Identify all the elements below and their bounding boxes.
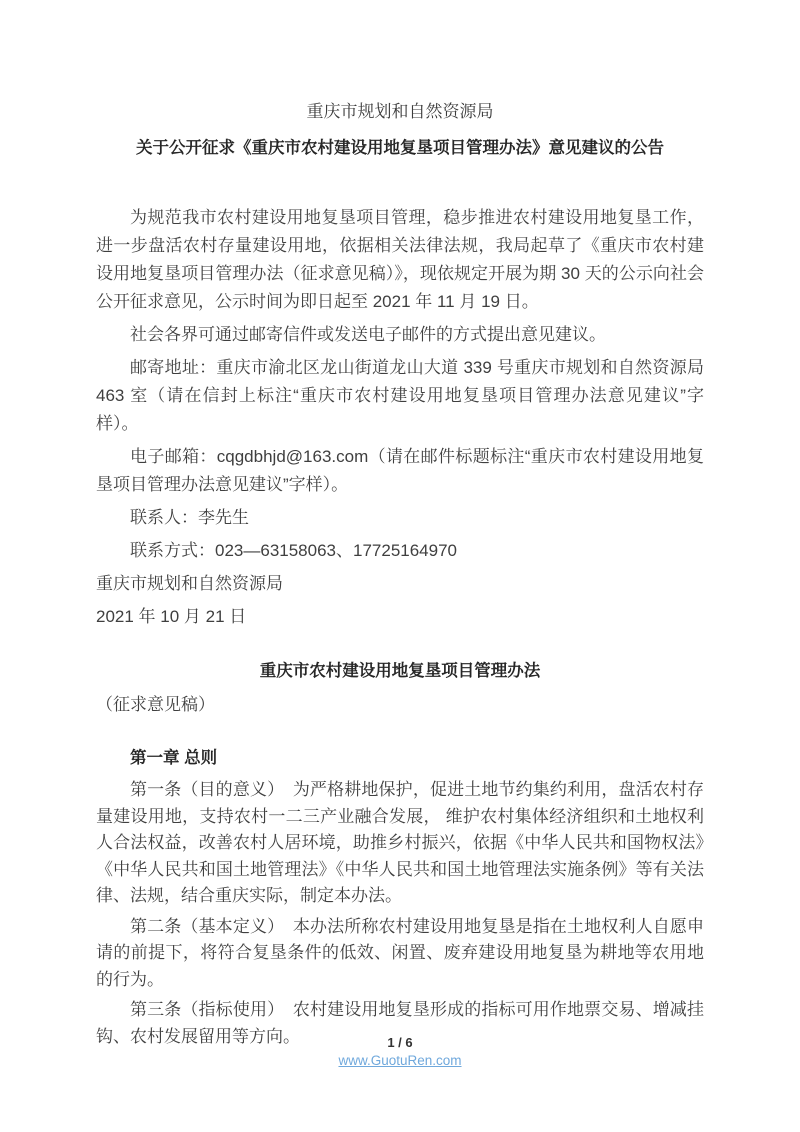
article-3: 第三条（指标使用） 农村建设用地复垦形成的指标可用作地票交易、增减挂钩、农村发展留用等方向。 bbox=[96, 1000, 704, 1046]
org-title: 重庆市规划和自然资源局 bbox=[306, 102, 494, 121]
footer-website-link[interactable]: www.GuotuRen.com bbox=[338, 1053, 462, 1068]
measures-subtitle: （征求意见稿） bbox=[96, 695, 215, 714]
page-number: 1 / 6 bbox=[387, 1035, 413, 1050]
article-1: 第一条（目的意义） 为严格耕地保护，促进土地节约集约利用，盘活农村存量建设用地，支持农村一二三产业融合发展， 维护农村集体经济组织和土地权利人合法权益，改善农村人居环境，助推乡村振兴，依据《中华人民共和国物权法》《中华人民共和国土地管理法》《中华人民共和国土地管理法实施条例》等有关法律、法规，结合重庆实际，制定本办法。 bbox=[96, 780, 704, 905]
intro-paragraph: 为规范我市农村建设用地复垦项目管理，稳步推进农村建设用地复垦工作，进一步盘活农村存量建设用地，依据相关法律法规，我局起草了《重庆市农村建设用地复垦项目管理办法（征求意见稿）》，现依规定开展为期 30 天的公示向社会公开征求意见，公示时间为即日起至 2021 年 11 月 19 日。 bbox=[96, 208, 704, 311]
page-footer bbox=[0, 1034, 800, 1070]
mail-address-paragraph: 邮寄地址：重庆市渝北区龙山街道龙山大道 339 号重庆市规划和自然资源局 463 室（请在信封上标注“重庆市农村建设用地复垦项目管理办法意见建议”字样）。 bbox=[96, 358, 704, 433]
feedback-channel-paragraph: 社会各界可通过邮寄信件或发送电子邮件的方式提出意见建议。 bbox=[130, 325, 606, 344]
signature-org: 重庆市规划和自然资源局 bbox=[96, 574, 283, 593]
measures-title: 重庆市农村建设用地复垦项目管理办法 bbox=[259, 662, 541, 680]
email-paragraph: 电子邮箱：cqgdbhjd@163.com（请在邮件标题标注“重庆市农村建设用地复垦项目管理办法意见建议”字样）。 bbox=[96, 447, 704, 494]
contact-person-line: 联系人：李先生 bbox=[130, 508, 249, 527]
chapter-heading: 第一章 总则 bbox=[130, 749, 218, 767]
signature-date: 2021 年 10 月 21 日 bbox=[96, 607, 247, 626]
article-2: 第二条（基本定义） 本办法所称农村建设用地复垦是指在土地权利人自愿申请的前提下，将符合复垦条件的低效、闲置、废弃建设用地复垦为耕地等农用地的行为。 bbox=[96, 916, 704, 989]
notice-title: 关于公开征求《重庆市农村建设用地复垦项目管理办法》意见建议的公告 bbox=[136, 139, 664, 157]
contact-phone-line: 联系方式：023—63158063、17725164970 bbox=[130, 541, 458, 560]
